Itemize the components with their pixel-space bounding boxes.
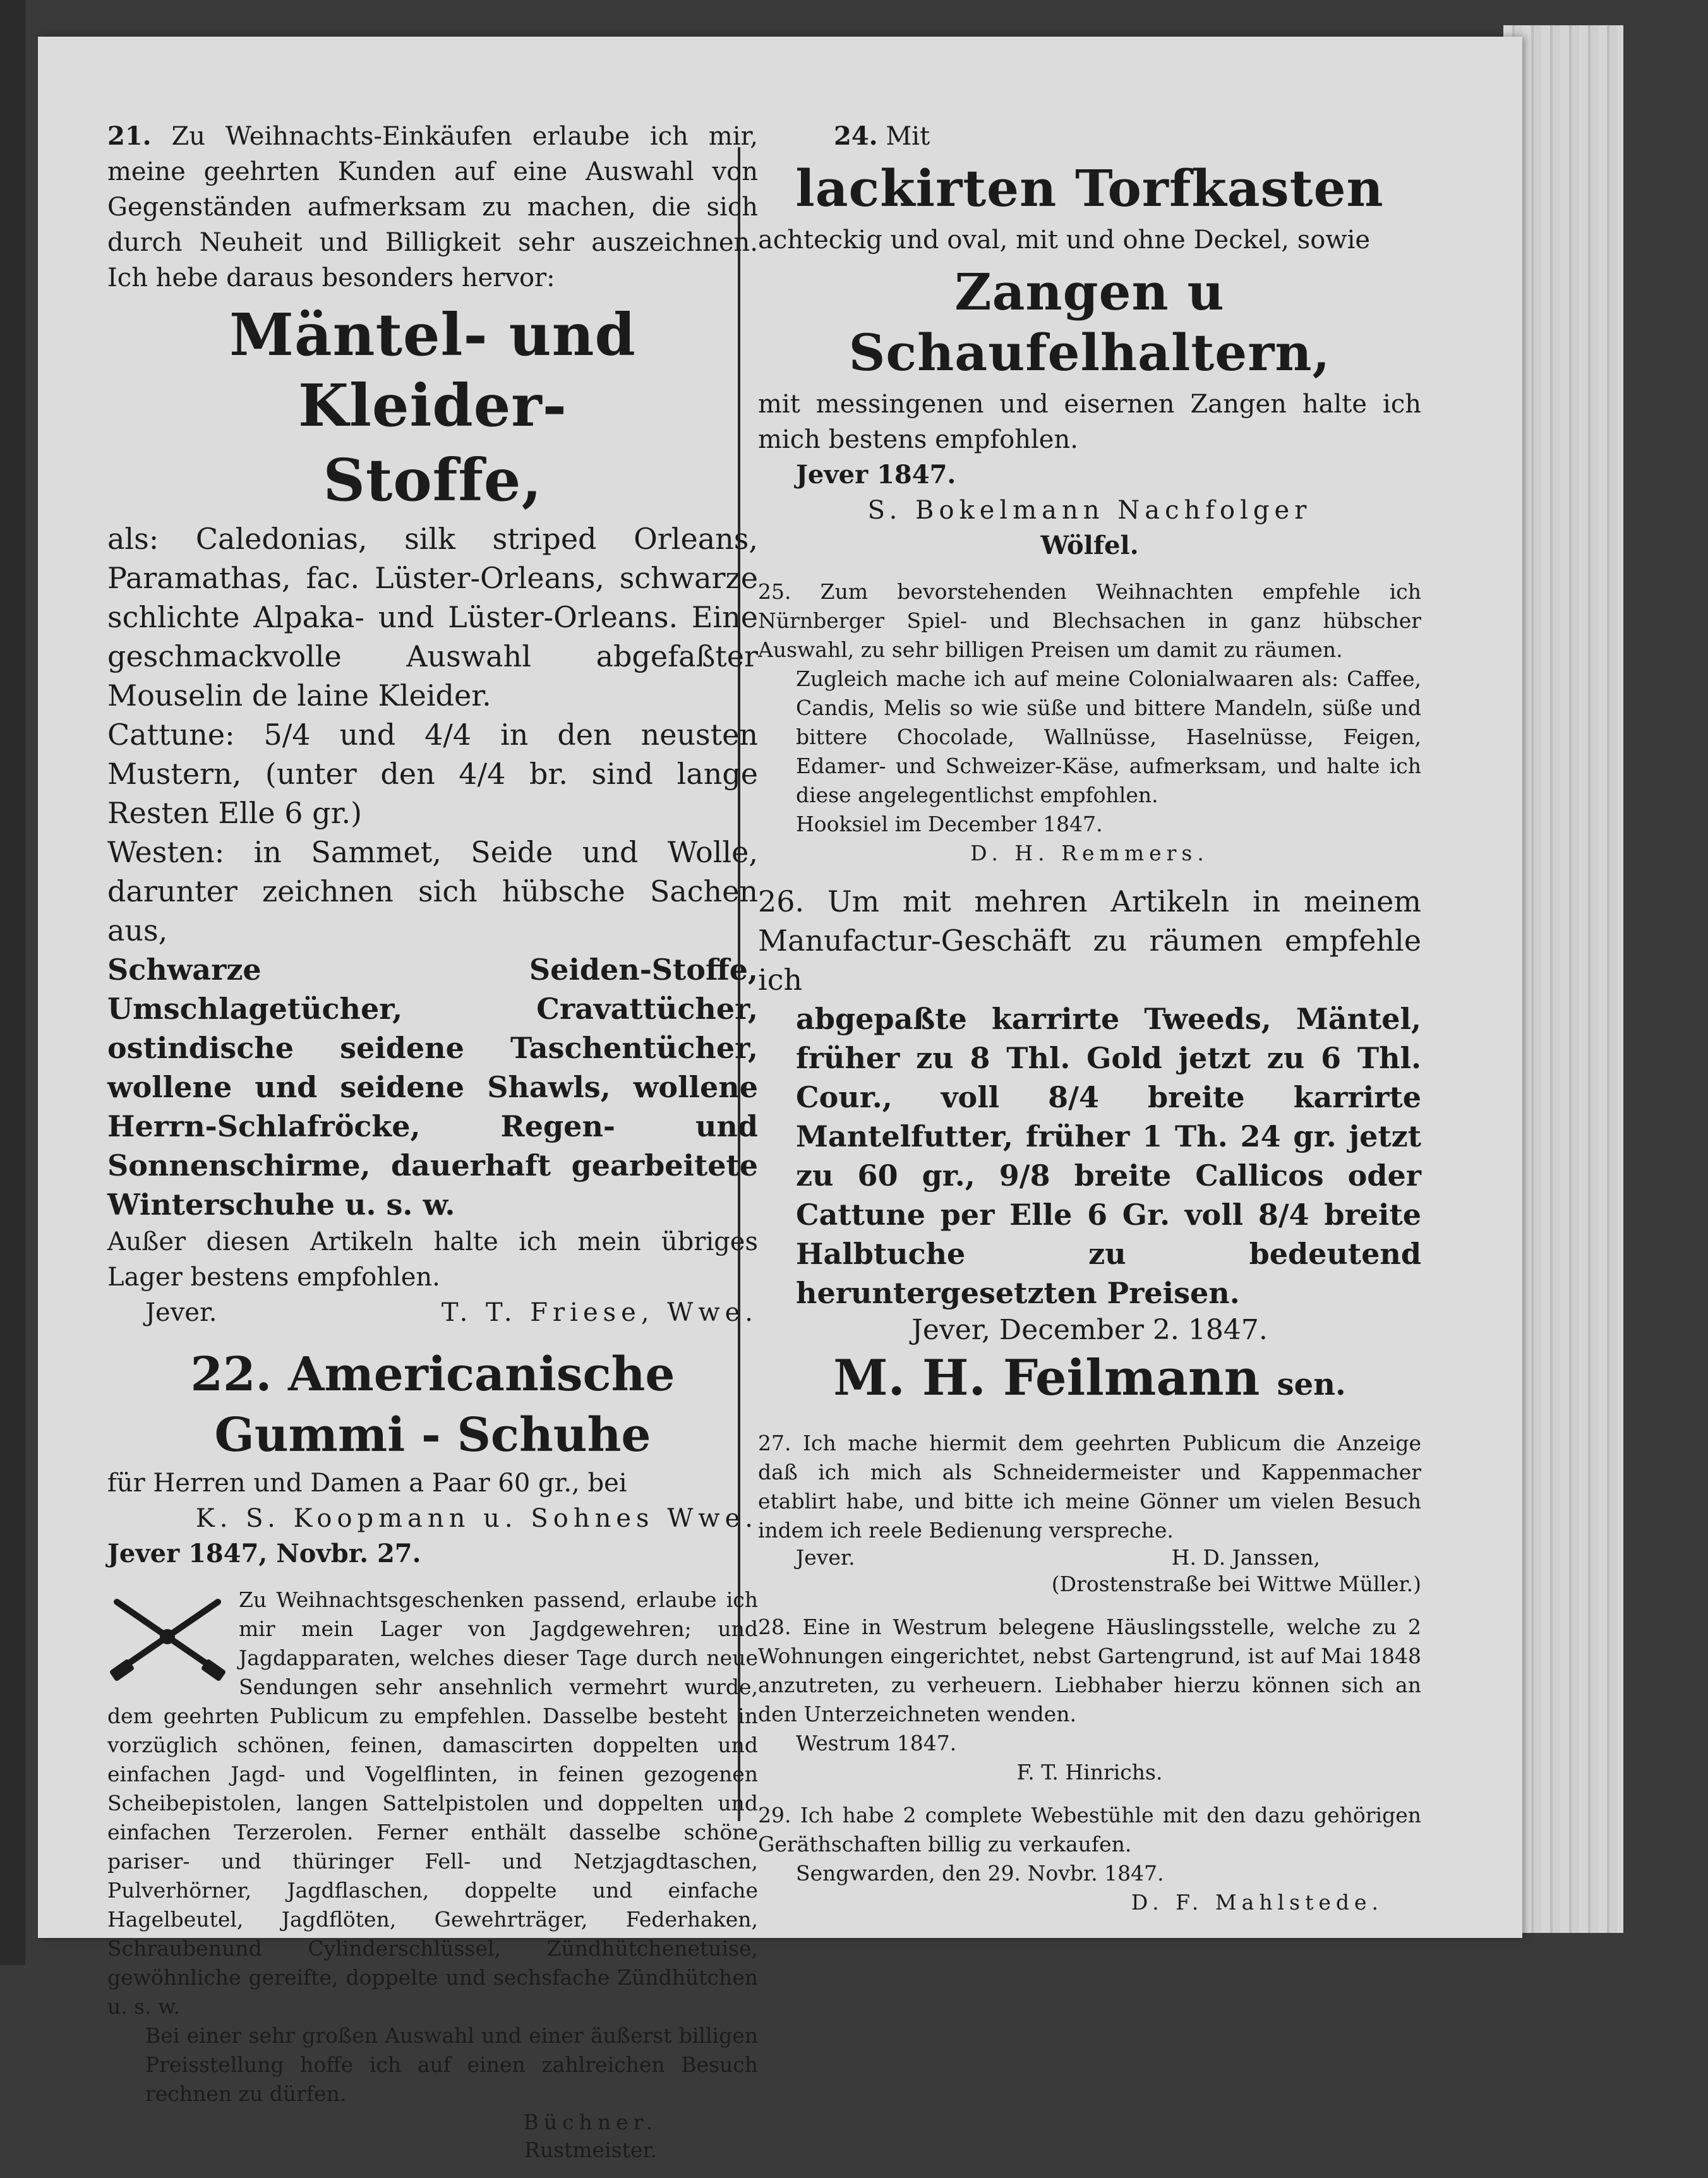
book-spine-edge	[0, 0, 25, 1965]
ad-24-date: Jever 1847.	[796, 460, 956, 490]
crossed-rifles-icon	[107, 1589, 227, 1684]
ad-25-text-2: Zugleich mache ich auf meine Colonialwaaren als: Caffee, Candis, Melis so wie süße und bittere Mandeln, süße und bittere Chocolade, Wallnüsse, Haselnüsse, Feigen, Edamer- und Schweizer-Käse, aufmerksam, und halte ich diese angelegentlichst empfohlen.	[796, 666, 1421, 807]
ad-24-number: 24.	[834, 121, 878, 151]
ad-22-headline-2: Gummi - Schuhe	[214, 1408, 651, 1462]
ad-21-fabrics: als: Caledonias, silk striped Orleans, Paramathas, fac. Lüster-Orleans, schwarze schlichte Alpaka- und Lüster-Orleans. Eine geschmackvolle Auswahl abgefaßter Mouselin de laine Kleider.	[107, 522, 758, 713]
ad-26-signature: M. H. Feilmann	[833, 1349, 1260, 1407]
ad-24-headline-2: Zangen u Schaufelhaltern,	[848, 262, 1331, 382]
ad-28-signature: F. T. Hinrichs.	[1016, 1760, 1163, 1784]
ad-21-headline-2: Stoffe,	[323, 446, 543, 514]
ad-21-signature: T. T. Friese, Wwe.	[441, 1298, 758, 1327]
ad-29-date: Sengwarden, den 29. Novbr. 1847.	[796, 1861, 1164, 1886]
ad-22-number: 22.	[190, 1347, 272, 1402]
ad-21-headline-1: Mäntel- und Kleider-	[229, 301, 636, 440]
ad-24-lead	[758, 119, 1421, 154]
ad-21-intro	[107, 119, 758, 296]
ad-28-text: 28. Eine in Westrum belegene Häuslingsstelle, welche zu 2 Wohnungen eingerichtet, nebst Gartengrund, ist auf Mai 1848 anzutreten, zu verheuern. Liebhaber hierzu können sich an den Unterzeichneten wenden.	[758, 1615, 1421, 1726]
ad-23-signature: Büchner.	[523, 2110, 658, 2134]
ad-27-footer	[758, 1545, 1421, 1570]
ad-25-text: 25. Zum bevorstehenden Weihnachten empfehle ich Nürnberger Spiel- und Blechsachen in ganz hübscher Auswahl, zu sehr billigen Preisen um damit zu räumen.	[758, 579, 1421, 662]
right-column	[758, 119, 1421, 1931]
ad-21-closing: Außer diesen Artikeln halte ich mein übriges Lager bestens empfohlen.	[107, 1227, 758, 1292]
ad-21-westen: Westen: in Sammet, Seide und Wolle, darunter zeichnen sich hübsche Sachen aus,	[107, 835, 758, 948]
ad-21	[107, 119, 758, 1330]
ad-21-place: Jever.	[145, 1298, 217, 1327]
newspaper-page	[38, 37, 1522, 2162]
ad-23-text-2: Bei einer sehr großen Auswahl und einer äußerst billigen Preisstellung hoffe ich auf einen zahlreichen Besuch rechnen zu dürfen.	[145, 2023, 758, 2106]
ad-23-text: Zu Weihnachtsgeschenken passend, erlaube ich mir mein Lager von Jagdgewehren; und Jagdapparaten, welches dieser Tage durch neue Sendungen sehr ansehnlich vermehrt wurde, dem geehrten Publicum zu empfehlen. Dasselbe besteht in vorzüglich schönen, feinen, damascirten doppelten und einfachen Jagd- und Vogelflinten, in feinen gezogenen Scheibepistolen, langen Sattelpistolen und doppelten und einfachen Terzerolen. Ferner enthält dasselbe schöne pariser- und thüringer Fell- und Netzjagdtaschen, Pulverhörner, Jagdflaschen, doppelte und einfache Hagelbeutel, Jagdflöten, Gewehrträger, Federhaken, Schraubenund Cylinderschlüssel, Zündhütchenetuise, gewöhnliche gereifte, doppelte und sechsfache Zündhütchen u. s. w.	[107, 1587, 758, 2019]
ad-29	[758, 1801, 1421, 1917]
ad-25	[758, 577, 1421, 868]
ad-24-seller: S. Bokelmann Nachfolger	[867, 496, 1312, 525]
ad-23	[107, 1585, 758, 2164]
ad-21-footer	[107, 1295, 758, 1330]
ad-26	[758, 882, 1421, 1415]
ad-25-signature: D. H. Remmers.	[970, 841, 1209, 865]
ad-21-silk: Schwarze Seiden-Stoffe, Umschlagetücher, Cravattücher, ostindische seidene Taschentücher, wollene und seidene Shawls, wollene Herrn-Schlafröcke, Regen- und Sonnenschirme, dauerhaft gearbeitete Winterschuhe u. s. w.	[107, 953, 758, 1222]
ad-24-headline-1: lackirten Torfkasten	[795, 159, 1384, 218]
ad-25-date: Hooksiel im December 1847.	[796, 812, 1103, 836]
ad-24	[758, 119, 1421, 563]
ad-26-text: 26. Um mit mehren Artikeln in meinem Manufactur-Geschäft zu räumen empfehle ich	[758, 884, 1421, 997]
ad-22-headline-1-text: Americanische	[288, 1347, 675, 1402]
ad-27	[758, 1429, 1421, 1599]
ad-22-headline-1	[107, 1344, 758, 1405]
ad-29-signature: D. F. Mahlstede.	[1131, 1890, 1383, 1915]
ad-22	[107, 1344, 758, 1572]
ad-23-title: Rustmeister.	[524, 2138, 658, 2162]
ad-27-place: Jever.	[796, 1545, 855, 1570]
ad-27-address: (Drostenstraße bei Wittwe Müller.)	[1051, 1572, 1421, 1596]
ad-26-signature-line	[758, 1348, 1421, 1415]
ad-24-line-2: mit messingenen und eisernen Zangen halte ich mich bestens empfohlen.	[758, 390, 1421, 454]
ad-27-text: 27. Ich mache hiermit dem geehrten Publicum die Anzeige daß ich mich als Schneidermeister und Kappenmacher etablirt habe, und bitte ich meine Gönner um vielen Besuch indem ich reele Bedienung verspreche.	[758, 1431, 1421, 1543]
ad-21-cattune: Cattune: 5/4 und 4/4 in den neusten Mustern, (unter den 4/4 br. sind lange Resten Elle 6 gr.)	[107, 718, 758, 830]
ad-21-number: 21.	[107, 121, 152, 151]
ad-24-line-1: achteckig und oval, mit und ohne Deckel, sowie	[758, 226, 1371, 255]
left-column	[107, 119, 758, 2178]
ad-24-seller-2: Wölfel.	[1040, 531, 1139, 560]
ad-28-date: Westrum 1847.	[796, 1731, 957, 1755]
ad-28	[758, 1613, 1421, 1787]
ad-29-text: 29. Ich habe 2 complete Webestühle mit den dazu gehörigen Geräthschaften billig zu verkaufen.	[758, 1803, 1421, 1856]
ad-22-seller: K. S. Koopmann u. Sohnes Wwe.	[195, 1504, 758, 1533]
ad-26-text-2: abgepaßte karrirte Tweeds, Mäntel, früher zu 8 Thl. Gold jetzt zu 6 Thl. Cour., voll 8/4 breite karrirte Mantelfutter, früher 1 Th. 24 gr. jetzt zu 60 gr., 9/8 breite Callicos oder Cattune per Elle 6 Gr. voll 8/4 breite Halbtuche zu bedeutend heruntergesetzten Preisen.	[796, 1002, 1421, 1310]
ad-27-signature: H. D. Janssen,	[1171, 1545, 1320, 1570]
ad-24-mit: Mit	[886, 122, 930, 151]
ad-26-sen: sen.	[1277, 1367, 1346, 1402]
ad-21-intro-text: Zu Weihnachts-Einkäufen erlaube ich mir, meine geehrten Kunden auf eine Auswahl von Gegenständen aufmerksam zu machen, die sich durch Neuheit und Billigkeit sehr auszeichnen. Ich hebe daraus besonders hervor:	[107, 122, 758, 292]
ad-22-price: für Herren und Damen a Paar 60 gr., bei	[107, 1469, 627, 1498]
ad-26-date: Jever, December 2. 1847.	[911, 1314, 1268, 1346]
ad-22-date: Jever 1847, Novbr. 27.	[107, 1539, 421, 1568]
